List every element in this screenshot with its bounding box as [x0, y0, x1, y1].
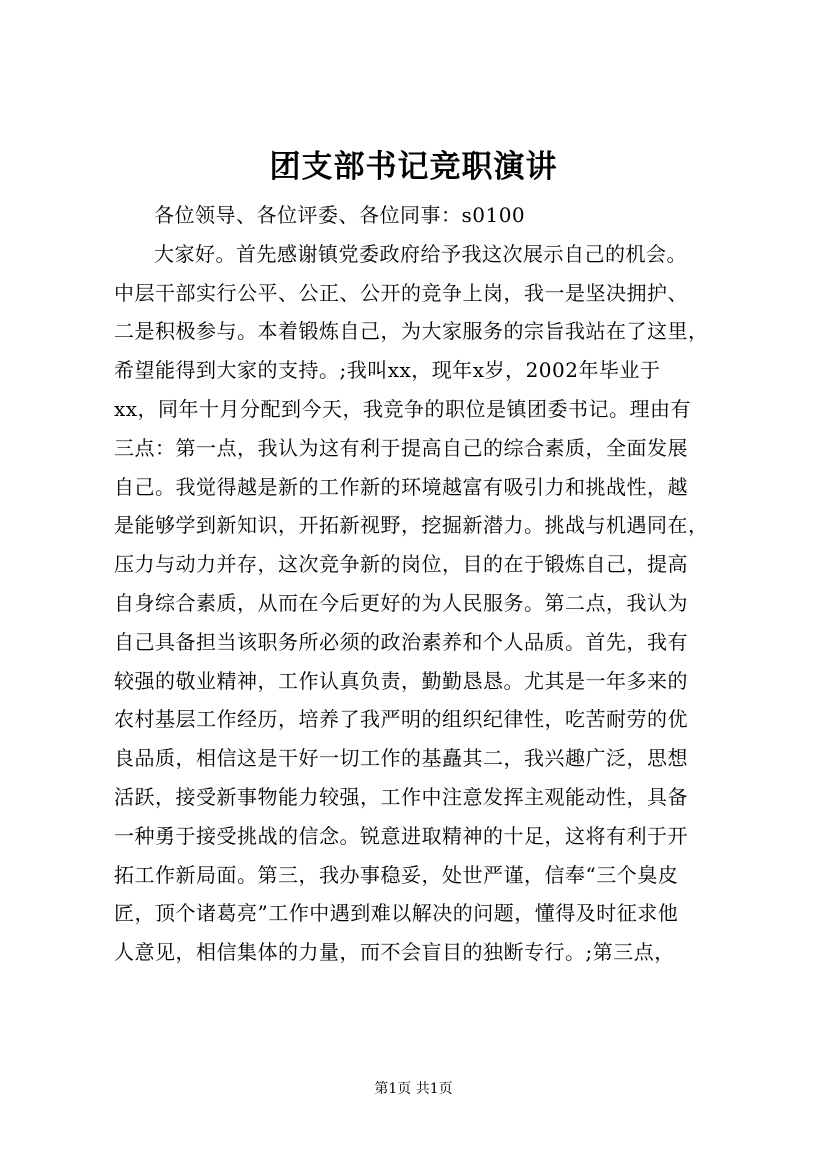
body-line: 一种勇于接受挑战的信念。锐意进取精神的十足，这将有利于开 [114, 823, 688, 848]
page-footer: 第1页 共1页 [374, 1081, 453, 1097]
document-body [114, 196, 734, 972]
body-line: 各位领导、各位评委、各位同事：s0100 [154, 203, 526, 227]
body-line: 良品质，相信这是干好一切工作的基矗其二，我兴趣广泛，思想 [114, 746, 688, 771]
body-line: 三点：第一点，我认为这有利于提高自己的综合素质，全面发展 [114, 435, 688, 460]
body-line: 希望能得到大家的支持。;我叫xx，现年x岁，2002年毕业于 [114, 358, 661, 383]
body-line: 自己具备担当该职务所必须的政治素养和个人品质。首先，我有 [114, 629, 688, 654]
document-title: 团支部书记竞职演讲 [269, 149, 558, 185]
body-line: 拓工作新局面。第三，我办事稳妥，处世严谨，信奉“三个臭皮 [114, 862, 679, 887]
body-line: xx，同年十月分配到今天，我竞争的职位是镇团委书记。理由有 [114, 396, 692, 421]
body-line: 是能够学到新知识，开拓新视野，挖掘新潜力。挑战与机遇同在， [114, 513, 709, 538]
body-line: 人意见，相信集体的力量，而不会盲目的独断专行。;第三点， [114, 940, 675, 965]
body-line: 自身综合素质，从而在今后更好的为人民服务。第二点，我认为 [114, 590, 688, 615]
body-line: 农村基层工作经历，培养了我严明的组织纪律性，吃苦耐劳的优 [114, 707, 688, 732]
body-line: 大家好。首先感谢镇党委政府给予我这次展示自己的机会。 [154, 241, 687, 266]
body-line: 匠，顶个诸葛亮”工作中遇到难以解决的问题，懂得及时征求他 [114, 901, 679, 926]
body-line: 二是积极参与。本着锻炼自己，为大家服务的宗旨我站在了这里， [114, 319, 709, 344]
body-line: 压力与动力并存，这次竞争新的岗位，目的在于锻炼自己，提高 [114, 552, 688, 577]
body-line: 活跃，接受新事物能力较强，工作中注意发挥主观能动性，具备 [114, 784, 688, 809]
body-line: 中层干部实行公平、公正、公开的竞争上岗，我一是坚决拥护、 [114, 280, 688, 305]
body-line: 较强的敬业精神，工作认真负责，勤勤恳恳。尤其是一年多来的 [114, 668, 688, 693]
body-line: 自己。我觉得越是新的工作新的环境越富有吸引力和挑战性，越 [114, 474, 688, 499]
